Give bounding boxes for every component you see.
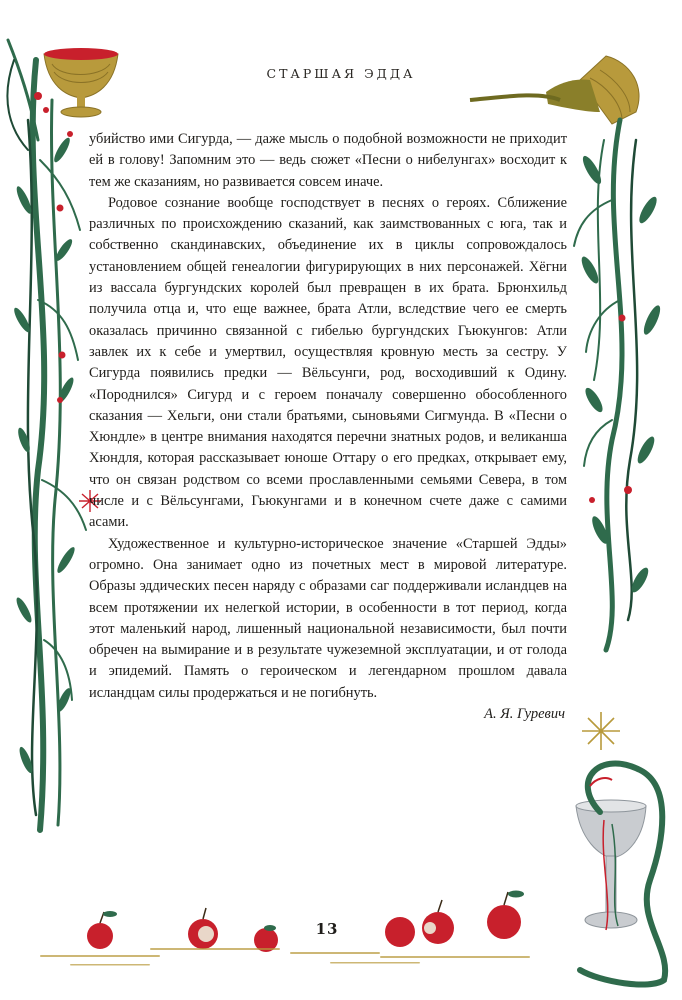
goblet-icon	[44, 48, 118, 117]
running-head: СТАРШАЯ ЭДДА	[266, 66, 416, 81]
snake-chalice-icon	[576, 764, 665, 985]
ground-specks	[40, 948, 530, 966]
left-vine-leaves-icon	[12, 136, 78, 775]
paragraph: Родовое сознание вообще господствует в песнях о героях. Сближение различных по происхождению сказаний, как заимствованных с юга, так и собственно скандинавских, объединение их в циклы сопровождалось установлением общей генеалогии фигурирующих в них персонажей. Хёгни из вассала бургундских королей был превращен в их брата. Брюнхильд получила отца и, что еще важнее, брата Атли, вследствие чего ее смерть оказалась причинно связанной с гибелью бургундских Гьюкунгов: Атли завлек их к себе и умертвил, осуществляя кровную месть за сестру. У Сигурда появились предки — Вёльсунги, род, восходивший к Одину. «Породнился» Сигурд и с героем поначалу совершенно обособленного сказания — Хельги, они стали братьями, сыновьями Сигмунда. В «Песни о Хюндле» в центре внимания находятся перечни знатных родов, и великанша Хюндля, которая рассказывает юноше Оттару о его предках, открывает ему, что он связан родством со всеми прославленными семьями Севера, в том числе и с Вёльсунгами, Гьюкунгами и в конечном счете даже с самими асами.	[89, 194, 567, 531]
author-signature: А. Я. Гуревич	[484, 706, 565, 722]
paragraph: Художественное и культурно-историческое значение «Старшей Эдды» огромно. Она занимает одно из почетных мест в мировой литературе. Образы эддических песен наряду с образами саг поддерживали исландцев на всем протяжении их нелегкой истории, в особенности в тот период, когда этот маленький народ, лишенный национальной независимости, был почти обречен на вымирание и в результате чужеземной эксплуатации, и от голода и эпидемий. Память о героическом и легендарном прошлом давала исландцам силы продержаться и не погибнуть.	[89, 535, 567, 701]
body-text	[89, 129, 567, 704]
page-number: 13	[315, 920, 339, 938]
paragraph: убийство ими Сигурда, — даже мысль о подобной возможности не приходит ей в голову! Запомним это — ведь сюжет «Песни о нибелунгах» восходит к тем же сказаниям, но развивается совсем иначе.	[89, 131, 567, 190]
right-vine-icon	[574, 120, 637, 650]
gold-star-icon	[582, 712, 620, 750]
